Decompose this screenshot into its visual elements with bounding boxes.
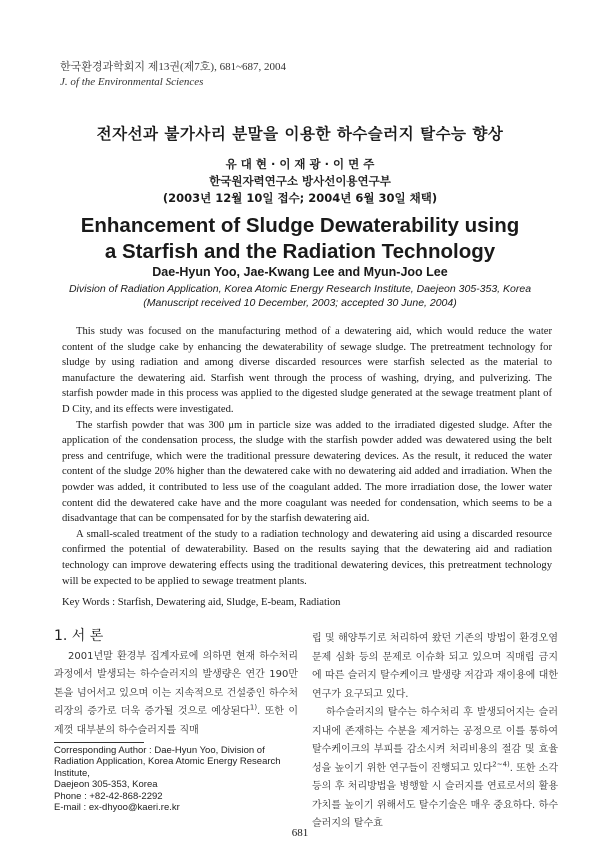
english-title-line1: Enhancement of Sludge Dewaterability using xyxy=(80,214,520,237)
abstract xyxy=(62,324,552,589)
abstract-paragraph: The starfish powder that was 300 μm in particle size was added to the irradiated digested sludge. After the application of the condensation process, the sludge with the starfish powder added was dewatered using the belt press and centrifuge, which were the traditional pressure dewatering devices. As the result, it reduced the water content of the sludge 20% higher than the dewatered cake with no dewatering aid added and irradiation. When the powder was added, it contributed to less use of the coagulant added. The more irradiation dose, the lower water content did the dewatered cake have and the more coagulant was needed for condensation, which seems to be a disadvantage that can be compensated for by the starfish dewatering aid. xyxy=(62,419,552,525)
english-title-line2: a Starfish and the Radiation Technology xyxy=(104,240,496,263)
english-dates: (Manuscript received 10 December, 2003; accepted 30 June, 2004) xyxy=(143,297,457,309)
body-text: 2001년말 환경부 집계자료에 의하면 현재 하수처리과정에서 발생되는 하수슬러지의 발생량은 연간 190만톤을 넘어서고 있으며 이는 지속적으로 건설중인 하수처리장의 증가로 더욱 증가될 것으로 예상된다 xyxy=(54,650,298,717)
footnote-phone: Phone : +82-42-868-2292 xyxy=(54,790,163,802)
body-text: 하수슬러지의 탈수는 하수처리 후 발생되어지는 슬러지내에 존재하는 수분을 제거하는 공정으로 이를 통하여 탈수케이크의 부피를 감소시켜 처리비용의 절감 및 효율성을 높이기 위한 연구들이 진행되고 있다 xyxy=(312,707,558,774)
footnote-rule xyxy=(54,742,144,743)
korean-affiliation: 한국원자력연구소 방사선이용연구부 xyxy=(209,174,391,188)
english-authors: Dae-Hyun Yoo, Jae-Kwang Lee and Myun-Joo Lee xyxy=(152,265,448,279)
right-column xyxy=(312,630,558,834)
abstract-paragraph: This study was focused on the manufacturing method of a dewatering aid, which would reduce the water content of the sludge cake by enhancing the dewaterability of sewage sludge. The pretreatment technology for sludge by using radiation and among diverse discarded resources were starfish selected as the material to manufacture the dewatering aid. Starfish went through the process of washing, drying, and pulverizing. The starfish powder made in this process was applied to the digested sludge generated at the sewage treatment plant of D City, and its effects were investigated. xyxy=(62,326,552,415)
journal-korean: 한국환경과학회지 제13권(제7호), 681~687, 2004 xyxy=(60,61,287,73)
body-paragraph xyxy=(54,648,298,741)
footnote xyxy=(54,745,304,813)
section-heading: 1. 서 론 xyxy=(54,628,104,644)
page-number: 681 xyxy=(291,827,309,839)
english-affiliation-block xyxy=(0,282,600,310)
left-column xyxy=(54,627,298,740)
abstract-paragraph: A small-scaled treatment of the study to a radiation technology and dewatering aid using a discarded resource confirmed the potential of dewaterability. Based on the results saying that the dewatering aid and radiation technology can improve dewatering effects using the traditional dewatering devices, this pretreatment technology will be expected to be applied to sewage treatment plants. xyxy=(62,528,552,587)
footnote-email: E-mail : ex-dhyoo@kaeri.re.kr xyxy=(54,802,180,814)
citation: 2~4) xyxy=(492,760,510,769)
footnote-address: Daejeon 305-353, Korea xyxy=(54,779,158,791)
citation: 1) xyxy=(249,703,258,712)
english-title xyxy=(0,213,600,265)
footnote-author: Corresponding Author : Dae-Hyun Yoo, Division of Radiation Application, Korea Atomic Energy Research Institute, xyxy=(54,745,281,779)
body-text: . 또한 이제껏 대부분의 하수슬러지를 직매 xyxy=(54,706,298,736)
korean-authors: 유 대 현 · 이 재 광 · 이 면 주 xyxy=(225,157,375,171)
body-text: . 또한 소각 등의 후 처리방법을 병행할 시 슬러지를 연료로서의 활용가치를 높이기 위해서도 탈수기술은 매우 중요하다. 하수슬러지의 탈수효 xyxy=(312,762,558,829)
korean-author-block xyxy=(0,156,600,207)
journal-english: J. of the Environmental Sciences xyxy=(60,76,204,88)
korean-dates: (2003년 12월 10일 접수; 2004년 6월 30일 채택) xyxy=(162,191,438,205)
body-paragraph xyxy=(312,704,558,834)
keywords: Key Words : Starfish, Dewatering aid, Sludge, E-beam, Radiation xyxy=(62,597,341,608)
korean-title: 전자선과 불가사리 분말을 이용한 하수슬러지 탈수능 향상 xyxy=(96,125,504,143)
journal-header xyxy=(60,60,286,90)
english-affiliation: Division of Radiation Application, Korea Atomic Energy Research Institute, Daejeon 305-353, Korea xyxy=(68,283,532,295)
body-paragraph: 립 및 해양투기로 처리하여 왔던 기존의 방법이 환경오염문제 심화 등의 문제로 이슈화 되고 있으며 직매립 금지에 따른 슬러지 탈수케이크 발생량 저감과 재이용에 대한 연구가 요구되고 있다. xyxy=(312,633,558,700)
